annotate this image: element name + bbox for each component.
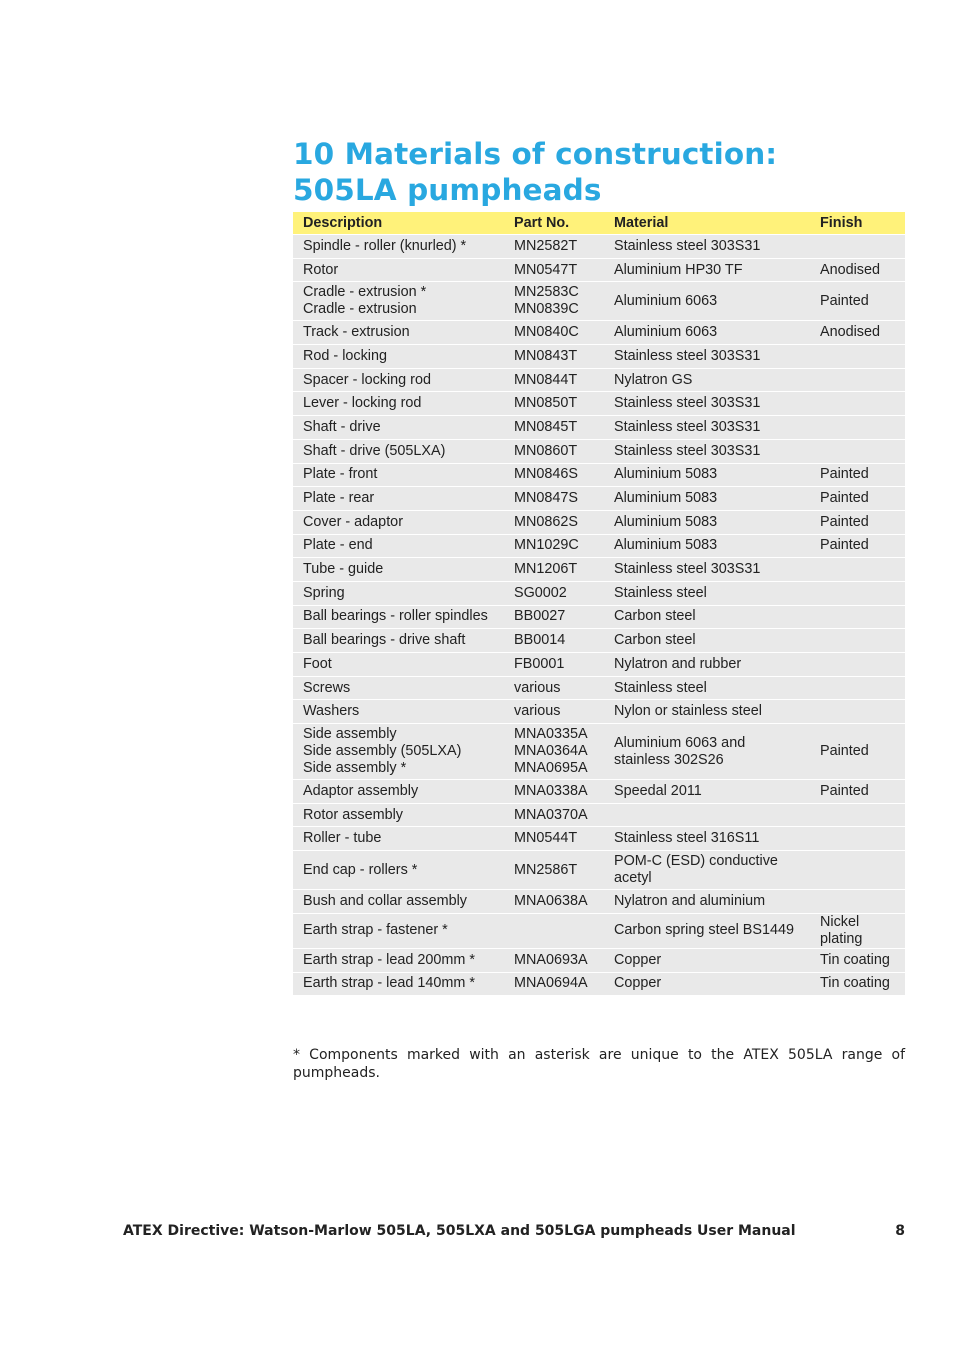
- footer-title: ATEX Directive: Watson-Marlow 505LA, 505LXA and 505LGA pumpheads User Manual: [123, 1223, 796, 1239]
- cell-material: [604, 827, 810, 850]
- table-row: [293, 369, 905, 392]
- table-row: [293, 827, 905, 850]
- cell-description-line: Track - extrusion: [303, 324, 410, 341]
- cell-finish: [810, 392, 905, 415]
- cell-finish: [810, 851, 905, 889]
- cell-material-line: Aluminium 6063: [614, 324, 718, 341]
- cell-description: [293, 851, 504, 889]
- cell-part-no: [504, 369, 604, 392]
- cell-description: [293, 282, 504, 320]
- cell-description: [293, 653, 504, 676]
- table-row: [293, 558, 905, 581]
- cell-material-line: Stainless steel 303S31: [614, 561, 761, 578]
- table-row: [293, 582, 905, 605]
- cell-material-line: Carbon spring steel BS1449: [614, 922, 794, 939]
- cell-description-line: Shaft - drive (505LXA): [303, 442, 446, 459]
- cell-part-no: [504, 949, 604, 972]
- cell-finish: [810, 235, 905, 258]
- cell-material: [604, 259, 810, 282]
- cell-finish: [810, 804, 905, 827]
- cell-material-line: Copper: [614, 951, 662, 968]
- cell-part-no-line: MN0840C: [514, 324, 579, 341]
- cell-material-line: Stainless steel: [614, 584, 707, 601]
- cell-material-line: Nylon or stainless steel: [614, 703, 762, 720]
- cell-part-no-line: various: [514, 703, 561, 720]
- cell-description: [293, 780, 504, 803]
- cell-material-line: Carbon steel: [614, 608, 696, 625]
- cell-description: [293, 235, 504, 258]
- cell-material: [604, 464, 810, 487]
- cell-description: [293, 629, 504, 652]
- cell-material-line: Stainless steel 303S31: [614, 442, 761, 459]
- cell-part-no: [504, 606, 604, 629]
- cell-part-no: [504, 464, 604, 487]
- cell-part-no-line: MN0845T: [514, 418, 578, 435]
- table-row: [293, 259, 905, 282]
- cell-material-line: Stainless steel: [614, 679, 707, 696]
- cell-part-no-line: MNA0335A: [514, 726, 588, 743]
- cell-material: [604, 416, 810, 439]
- cell-part-no-line: BB0027: [514, 608, 566, 625]
- cell-part-no: [504, 851, 604, 889]
- cell-part-no-line: SG0002: [514, 584, 567, 601]
- table-row: [293, 416, 905, 439]
- cell-finish: Nickel plating: [810, 914, 905, 948]
- header-part-no: Part No.: [504, 212, 604, 234]
- cell-finish: Painted: [810, 780, 905, 803]
- table-row: [293, 321, 905, 344]
- table-row: [293, 851, 905, 889]
- cell-part-no: [504, 511, 604, 534]
- cell-description: [293, 973, 504, 996]
- table-row: [293, 345, 905, 368]
- cell-description: [293, 677, 504, 700]
- cell-description: [293, 345, 504, 368]
- cell-description: [293, 949, 504, 972]
- cell-material-line: Stainless steel 303S31: [614, 347, 761, 364]
- cell-material-line: stainless 302S26: [614, 751, 724, 768]
- cell-description-line: Earth strap - lead 140mm *: [303, 975, 475, 992]
- cell-material-line: Nylatron GS: [614, 371, 693, 388]
- cell-material: [604, 804, 810, 827]
- cell-description-line: Spindle - roller (knurled) *: [303, 237, 467, 254]
- cell-description: [293, 487, 504, 510]
- cell-description: [293, 582, 504, 605]
- cell-description-line: Earth strap - fastener *: [303, 922, 448, 939]
- cell-part-no: [504, 804, 604, 827]
- cell-finish: [810, 440, 905, 463]
- cell-finish: Anodised: [810, 321, 905, 344]
- cell-material-line: Stainless steel 303S31: [614, 237, 761, 254]
- cell-description-line: Rod - locking: [303, 347, 387, 364]
- cell-finish: Painted: [810, 724, 905, 779]
- cell-description: [293, 535, 504, 558]
- cell-description: [293, 804, 504, 827]
- table-row: [293, 914, 905, 948]
- cell-part-no: [504, 416, 604, 439]
- cell-material-line: Nylatron and aluminium: [614, 892, 766, 909]
- table-row: [293, 700, 905, 723]
- cell-description-line: Side assembly (505LXA): [303, 743, 462, 760]
- cell-part-no: [504, 321, 604, 344]
- cell-description-line: Plate - end: [303, 537, 373, 554]
- cell-material: [604, 949, 810, 972]
- cell-description-line: Side assembly *: [303, 760, 407, 777]
- cell-part-no-line: MN0847S: [514, 490, 578, 507]
- cell-description-line: Plate - rear: [303, 490, 375, 507]
- cell-description: [293, 440, 504, 463]
- cell-description-line: End cap - rollers *: [303, 861, 418, 878]
- cell-finish: Tin coating: [810, 949, 905, 972]
- cell-part-no-line: MN0547T: [514, 261, 578, 278]
- cell-description-line: Tube - guide: [303, 561, 384, 578]
- cell-material: [604, 535, 810, 558]
- cell-description: [293, 511, 504, 534]
- cell-material: [604, 558, 810, 581]
- cell-part-no-line: MNA0694A: [514, 975, 588, 992]
- cell-material-line: Stainless steel 303S31: [614, 418, 761, 435]
- cell-material: [604, 606, 810, 629]
- cell-part-no-line: MN0862S: [514, 513, 578, 530]
- table-row: [293, 392, 905, 415]
- cell-material: [604, 392, 810, 415]
- table-body: [293, 235, 905, 995]
- cell-material: [604, 511, 810, 534]
- cell-part-no: [504, 914, 604, 948]
- cell-material: [604, 629, 810, 652]
- cell-material: [604, 440, 810, 463]
- cell-finish: [810, 416, 905, 439]
- cell-finish: [810, 369, 905, 392]
- cell-description-line: Spacer - locking rod: [303, 371, 431, 388]
- cell-material-line: Copper: [614, 975, 662, 992]
- cell-description-line: Rotor: [303, 261, 339, 278]
- cell-part-no: [504, 440, 604, 463]
- cell-part-no: [504, 558, 604, 581]
- cell-material-line: Stainless steel 303S31: [614, 395, 761, 412]
- cell-description: [293, 392, 504, 415]
- table-row: [293, 653, 905, 676]
- cell-material: [604, 235, 810, 258]
- cell-material-line: Speedal 2011: [614, 782, 702, 799]
- cell-material: [604, 345, 810, 368]
- cell-finish: [810, 558, 905, 581]
- table-row: [293, 535, 905, 558]
- cell-description-line: Cradle - extrusion *: [303, 284, 427, 301]
- cell-finish: [810, 606, 905, 629]
- cell-finish: [810, 345, 905, 368]
- cell-material: [604, 851, 810, 889]
- cell-description-line: Ball bearings - drive shaft: [303, 632, 466, 649]
- table-row: [293, 440, 905, 463]
- cell-part-no: [504, 392, 604, 415]
- cell-material: [604, 369, 810, 392]
- cell-part-no: [504, 677, 604, 700]
- page-number: 8: [895, 1223, 905, 1239]
- cell-part-no-line: MNA0364A: [514, 743, 588, 760]
- cell-material: [604, 914, 810, 948]
- cell-part-no: [504, 653, 604, 676]
- cell-material-line: Aluminium 5083: [614, 490, 718, 507]
- table-row: [293, 949, 905, 972]
- cell-description-line: Spring: [303, 584, 345, 601]
- cell-material: [604, 973, 810, 996]
- cell-material: [604, 700, 810, 723]
- cell-material: [604, 321, 810, 344]
- cell-description-line: Plate - front: [303, 466, 378, 483]
- cell-description-line: Earth strap - lead 200mm *: [303, 951, 475, 968]
- table-row: [293, 629, 905, 652]
- cell-part-no: [504, 780, 604, 803]
- cell-part-no-line: MN0843T: [514, 347, 578, 364]
- cell-material: [604, 677, 810, 700]
- cell-material: [604, 282, 810, 320]
- cell-part-no: [504, 235, 604, 258]
- cell-description: [293, 416, 504, 439]
- cell-finish: Tin coating: [810, 973, 905, 996]
- cell-description: [293, 321, 504, 344]
- cell-description-line: Bush and collar assembly: [303, 892, 467, 909]
- cell-description-line: Side assembly: [303, 726, 397, 743]
- cell-part-no-line: MN0850T: [514, 395, 578, 412]
- cell-finish: [810, 700, 905, 723]
- cell-description: [293, 464, 504, 487]
- cell-finish: [810, 653, 905, 676]
- cell-description: [293, 914, 504, 948]
- cell-finish: Painted: [810, 282, 905, 320]
- cell-material-line: POM-C (ESD) conductive: [614, 853, 778, 870]
- cell-part-no: [504, 700, 604, 723]
- table-row: [293, 282, 905, 320]
- page-footer: [123, 1223, 905, 1239]
- table-row: [293, 606, 905, 629]
- cell-part-no-line: MN1206T: [514, 561, 578, 578]
- cell-material: [604, 582, 810, 605]
- cell-description: [293, 558, 504, 581]
- cell-part-no-line: MNA0693A: [514, 951, 588, 968]
- cell-finish: Painted: [810, 511, 905, 534]
- cell-finish: [810, 677, 905, 700]
- cell-material: [604, 780, 810, 803]
- cell-part-no-line: MNA0338A: [514, 782, 588, 799]
- cell-part-no-line: MNA0695A: [514, 760, 588, 777]
- page-title-line-2: 505LA pumpheads: [293, 172, 602, 207]
- cell-part-no-line: MNA0370A: [514, 806, 588, 823]
- cell-description-line: Roller - tube: [303, 830, 382, 847]
- cell-material-line: Aluminium 6063 and: [614, 734, 746, 751]
- table-row: [293, 973, 905, 996]
- cell-description: [293, 700, 504, 723]
- cell-description-line: Cover - adaptor: [303, 513, 403, 530]
- table-row: [293, 235, 905, 258]
- table-row: [293, 464, 905, 487]
- cell-part-no-line: MN0860T: [514, 442, 578, 459]
- table-row: [293, 487, 905, 510]
- cell-part-no: [504, 282, 604, 320]
- cell-finish: [810, 582, 905, 605]
- materials-table: [293, 211, 905, 996]
- cell-description: [293, 827, 504, 850]
- cell-finish: [810, 629, 905, 652]
- cell-part-no-line: MN1029C: [514, 537, 579, 554]
- cell-description-line: Washers: [303, 703, 360, 720]
- cell-part-no: [504, 345, 604, 368]
- cell-part-no: [504, 629, 604, 652]
- cell-part-no-line: MN0839C: [514, 301, 579, 318]
- cell-finish: Anodised: [810, 259, 905, 282]
- cell-part-no-line: various: [514, 679, 561, 696]
- cell-part-no-line: MN0844T: [514, 371, 578, 388]
- cell-material: [604, 890, 810, 913]
- cell-finish: [810, 827, 905, 850]
- header-material: Material: [604, 212, 810, 234]
- cell-material-line: Aluminium 5083: [614, 537, 718, 554]
- cell-description: [293, 890, 504, 913]
- cell-part-no: [504, 259, 604, 282]
- cell-part-no-line: BB0014: [514, 632, 566, 649]
- cell-finish: Painted: [810, 487, 905, 510]
- cell-part-no: [504, 827, 604, 850]
- cell-finish: [810, 890, 905, 913]
- cell-part-no: [504, 582, 604, 605]
- cell-part-no-line: MN2582T: [514, 237, 578, 254]
- cell-finish: Painted: [810, 464, 905, 487]
- cell-description: [293, 259, 504, 282]
- cell-material-line: acetyl: [614, 870, 652, 887]
- page-title: [293, 136, 913, 208]
- cell-material: [604, 724, 810, 779]
- cell-description: [293, 369, 504, 392]
- cell-description-line: Lever - locking rod: [303, 395, 422, 412]
- header-finish: Finish: [810, 212, 905, 234]
- cell-finish: Painted: [810, 535, 905, 558]
- cell-material-line: Aluminium HP30 TF: [614, 261, 743, 278]
- cell-part-no: [504, 890, 604, 913]
- cell-material: [604, 653, 810, 676]
- table-header-row: [293, 212, 905, 234]
- table-row: [293, 804, 905, 827]
- cell-part-no-line: MN0544T: [514, 830, 578, 847]
- cell-description-line: Ball bearings - roller spindles: [303, 608, 488, 625]
- table-row: [293, 780, 905, 803]
- cell-material-line: Stainless steel 316S11: [614, 830, 760, 847]
- table-row: [293, 511, 905, 534]
- cell-material-line: Aluminium 5083: [614, 513, 718, 530]
- cell-description: [293, 724, 504, 779]
- cell-material-line: Nylatron and rubber: [614, 655, 742, 672]
- cell-description-line: Screws: [303, 679, 351, 696]
- cell-part-no-line: MN0846S: [514, 466, 578, 483]
- cell-part-no: [504, 487, 604, 510]
- cell-material: [604, 487, 810, 510]
- cell-part-no: [504, 535, 604, 558]
- cell-material-line: Aluminium 6063: [614, 292, 718, 309]
- cell-description-line: Cradle - extrusion: [303, 301, 417, 318]
- header-description: Description: [293, 212, 504, 234]
- cell-description-line: Foot: [303, 655, 332, 672]
- cell-description: [293, 606, 504, 629]
- cell-description-line: Shaft - drive: [303, 418, 381, 435]
- cell-part-no: [504, 973, 604, 996]
- table-row: [293, 724, 905, 779]
- cell-part-no-line: MN2586T: [514, 861, 578, 878]
- cell-part-no: [504, 724, 604, 779]
- table-row: [293, 677, 905, 700]
- cell-description-line: Adaptor assembly: [303, 782, 419, 799]
- cell-part-no-line: MNA0638A: [514, 892, 588, 909]
- cell-part-no-line: FB0001: [514, 655, 565, 672]
- cell-description-line: Rotor assembly: [303, 806, 403, 823]
- cell-material-line: Carbon steel: [614, 632, 696, 649]
- table-row: [293, 890, 905, 913]
- cell-part-no-line: MN2583C: [514, 284, 579, 301]
- footnote: * Components marked with an asterisk are unique to the ATEX 505LA range of pumpheads.: [293, 1047, 905, 1081]
- page-title-line-1: 10 Materials of construction:: [293, 136, 778, 171]
- cell-material-line: Aluminium 5083: [614, 466, 718, 483]
